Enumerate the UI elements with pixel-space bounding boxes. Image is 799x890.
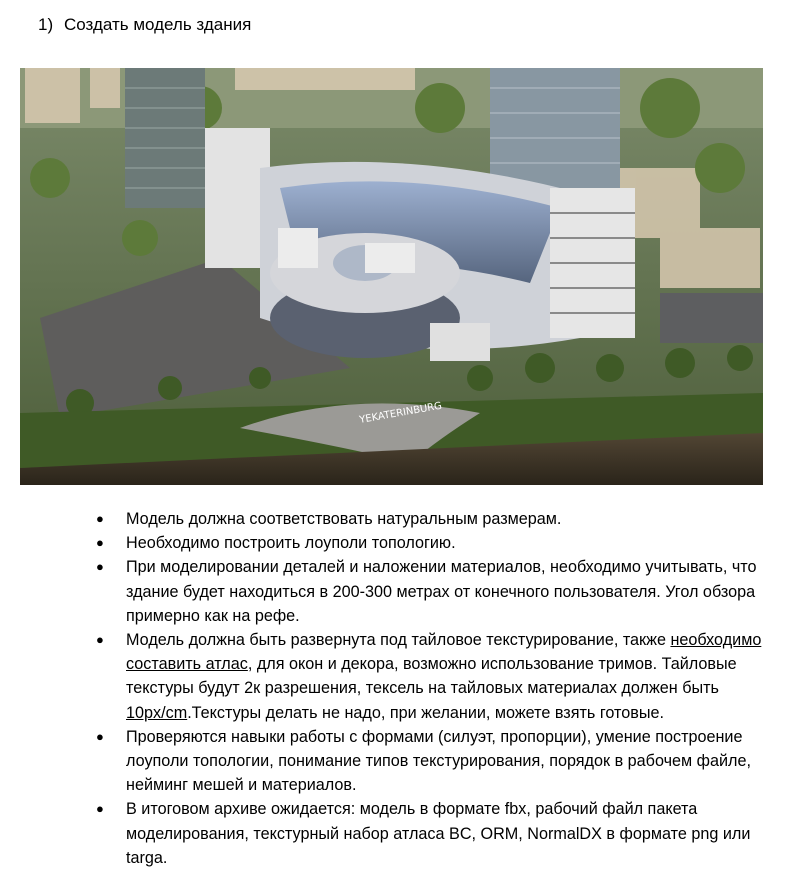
bullet-dot-icon: ● xyxy=(96,632,104,648)
heading-number: 1) xyxy=(38,15,54,34)
bullet-text: Модель должна соответствовать натуральным размерам. xyxy=(126,510,562,528)
atlas-underlined-text: необходимо составить атлас xyxy=(126,631,762,674)
bullet-text: Модель должна быть развернута под тайловое текстурирование, также xyxy=(126,631,671,650)
list-item xyxy=(96,555,776,628)
bullet-dot-icon: ● xyxy=(96,535,104,551)
yekaterinburg-sign: YEKATERINBURG xyxy=(358,400,443,426)
bullet-dot-icon: ● xyxy=(96,511,104,526)
list-item xyxy=(96,628,776,725)
bullet-text: Проверяются навыки работы с формами (силуэт, пропорции), умение построение лоуполи топологии, понимание типов текстурирования, порядок в рабочем файле, нейминг мешей и материалов. xyxy=(126,727,751,795)
bullet-text: Необходимо построить лоуполи топологию. xyxy=(126,534,456,553)
bullet-dot-icon: ● xyxy=(96,728,104,744)
bullet-text: .Текстуры делать не надо, при желании, можете взять готовые. xyxy=(187,703,664,722)
bullet-text: , для окон и декора, возможно использование тримов. Тайловые текстуры будут 2к разрешения, тексель на тайловых материалах должен быть xyxy=(126,655,737,698)
requirements-list xyxy=(96,507,776,870)
section-heading xyxy=(38,14,251,36)
list-item xyxy=(96,531,776,555)
bullet-text: В итоговом архиве ожидается: модель в формате fbx, рабочий файл пакета моделирования, текстурный набор атласа BC, ORM, NormalDX в формате png или targa. xyxy=(126,800,751,867)
bullet-dot-icon: ● xyxy=(96,801,104,817)
building-illustration xyxy=(20,68,763,485)
reference-photo xyxy=(20,68,763,485)
list-item xyxy=(96,507,776,531)
bullet-text: При моделировании деталей и наложении материалов, необходимо учитывать, что здание будет находиться в 200-300 метрах от конечного пользователя. Угол обзора примерно как на рефе. xyxy=(126,558,757,625)
list-item xyxy=(96,725,776,798)
heading-text: Создать модель здания xyxy=(64,15,252,34)
texel-density-underlined-text: 10px/cm xyxy=(126,703,188,722)
list-item xyxy=(96,797,776,870)
bullet-dot-icon: ● xyxy=(96,559,104,575)
